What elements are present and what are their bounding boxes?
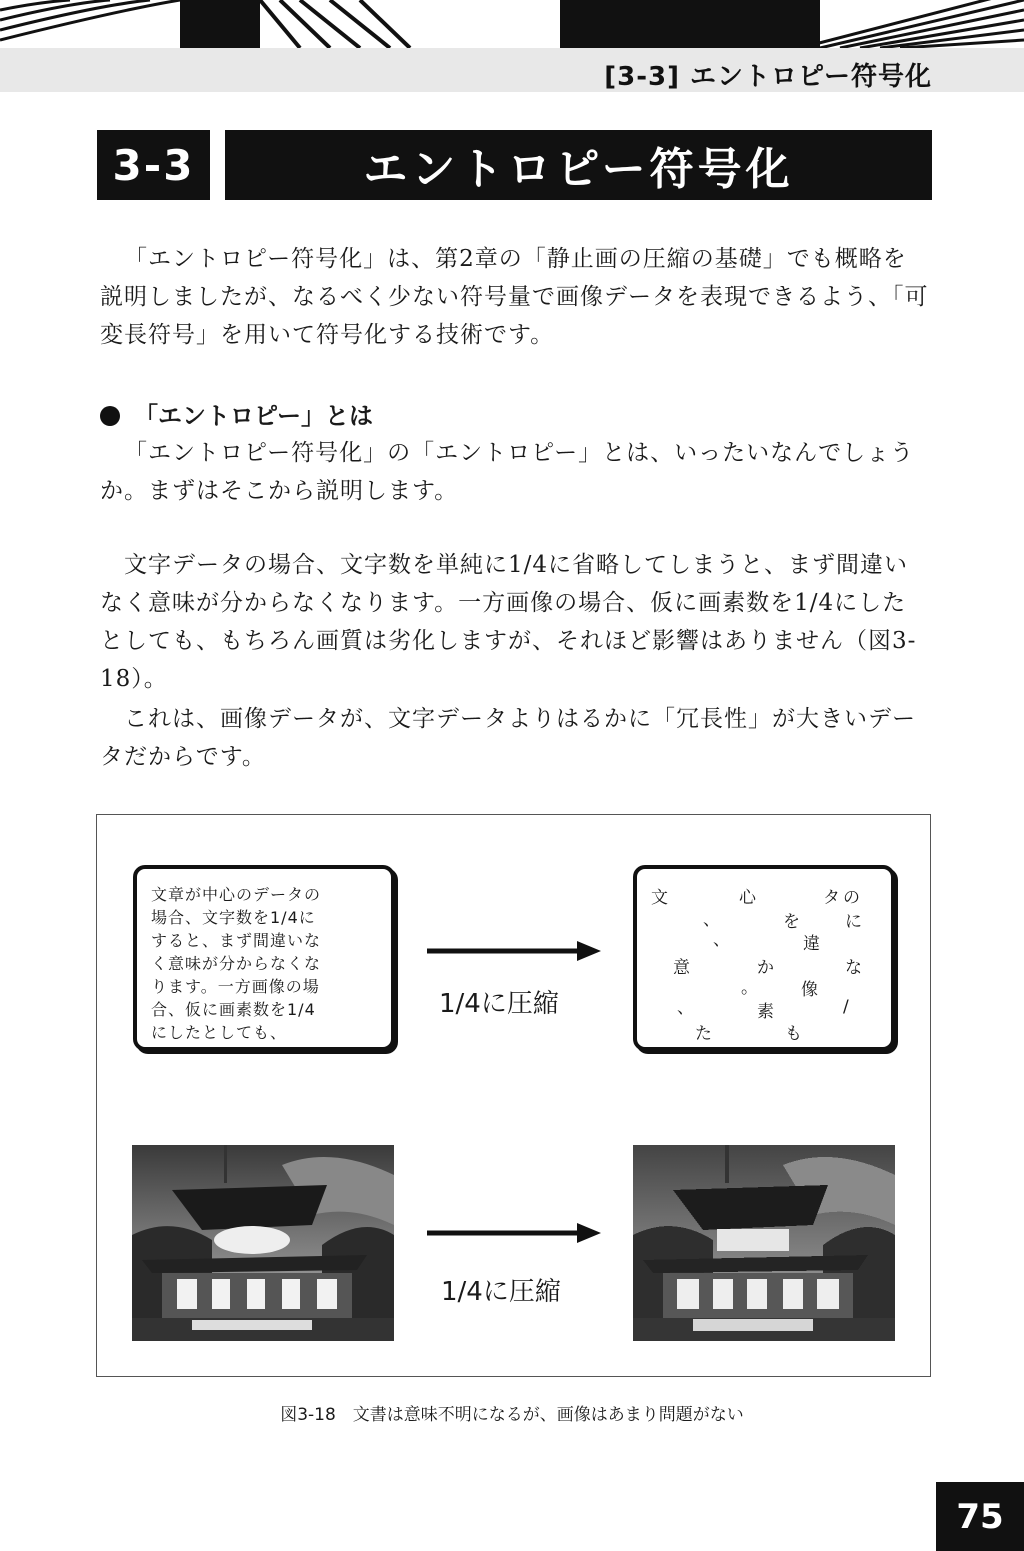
p2-line-4: 18）。 bbox=[100, 666, 168, 692]
scatter-char: を bbox=[783, 912, 800, 932]
scatter-char: 像 bbox=[801, 980, 818, 1000]
page-number: 75 bbox=[936, 1482, 1024, 1551]
pagoda-photo-compressed bbox=[633, 1145, 895, 1341]
running-head: [3-3] エントロピー符号化 bbox=[604, 62, 932, 92]
arrow-right-icon bbox=[427, 1221, 601, 1245]
scatter-char: た bbox=[695, 1024, 712, 1044]
compressed-text-box bbox=[633, 865, 895, 1051]
section-heading bbox=[100, 396, 373, 431]
scatter-char: タ bbox=[823, 888, 840, 908]
scatter-char: 文 bbox=[651, 888, 668, 908]
scatter-char: 。 bbox=[741, 978, 758, 998]
scatter-char: 、 bbox=[713, 930, 730, 950]
figure-caption: 図3-18 文書は意味不明になるが、画像はあまり問題がない bbox=[280, 1405, 744, 1425]
scatter-char: 、 bbox=[677, 998, 694, 1018]
figure-3-18 bbox=[96, 814, 931, 1377]
p1-line-1: 「エントロピー符号化」の「エントロピー」とは、いったいなんでしょう bbox=[124, 440, 915, 466]
section-number: 3-3 bbox=[97, 130, 210, 200]
p3-line-1: これは、画像データが、文字データよりはるかに「冗長性」が大きいデー bbox=[124, 706, 916, 732]
page-title: エントロピー符号化 bbox=[225, 130, 932, 200]
intro-line-2: 説明しましたが、なるべく少ない符号量で画像データを表現できるよう、「可 bbox=[100, 284, 929, 310]
scatter-char: の bbox=[843, 888, 860, 908]
section-paragraph-2 bbox=[100, 546, 930, 698]
scatter-char: 意 bbox=[673, 958, 690, 978]
intro-paragraph bbox=[100, 240, 930, 354]
section-paragraph-3 bbox=[100, 700, 930, 776]
p1-line-2: か。まずはそこから説明します。 bbox=[100, 478, 459, 504]
p2-line-3: としても、もちろん画質は劣化しますが、それほど影響はありません（図3- bbox=[100, 628, 917, 654]
scatter-char: / bbox=[843, 997, 849, 1017]
section-paragraph-1 bbox=[100, 434, 930, 510]
section-heading-text: 「エントロピー」とは bbox=[134, 402, 374, 430]
p2-line-2: なく意味が分からなくなります。一方画像の場合、仮に画素数を1/4にした bbox=[100, 590, 907, 616]
scatter-char: 違 bbox=[803, 934, 820, 954]
original-text-box: 文章が中心のデータの 場合、文字数を1/4に すると、まず間違いな く意味が分からなくな ります。一方画像の場 合、仮に画素数を1/4 にしたとしても、 bbox=[133, 865, 395, 1051]
scatter-char: 、 bbox=[703, 910, 720, 930]
bullet-icon bbox=[100, 406, 120, 426]
scatter-char: 心 bbox=[739, 888, 756, 908]
intro-line-3: 変長符号」を用いて符号化する技術です。 bbox=[100, 322, 555, 348]
arrow-right-icon bbox=[427, 939, 601, 963]
scatter-char: に bbox=[845, 912, 862, 932]
pagoda-photo-original bbox=[132, 1145, 394, 1341]
compress-label-bottom: 1/4に圧縮 bbox=[441, 1277, 561, 1307]
scatter-char: も bbox=[785, 1024, 802, 1044]
p2-line-1: 文字データの場合、文字数を単純に1/4に省略してしまうと、まず間違い bbox=[124, 552, 909, 578]
compress-label-top: 1/4に圧縮 bbox=[439, 989, 559, 1019]
header-decoration bbox=[0, 0, 1024, 48]
scatter-char: な bbox=[845, 958, 862, 978]
scatter-char: か bbox=[757, 958, 774, 978]
intro-line-1: 「エントロピー符号化」は、第2章の「静止画の圧縮の基礎」でも概略を bbox=[124, 246, 907, 272]
p3-line-2: タだからです。 bbox=[100, 744, 266, 770]
scatter-char: 素 bbox=[757, 1002, 774, 1022]
